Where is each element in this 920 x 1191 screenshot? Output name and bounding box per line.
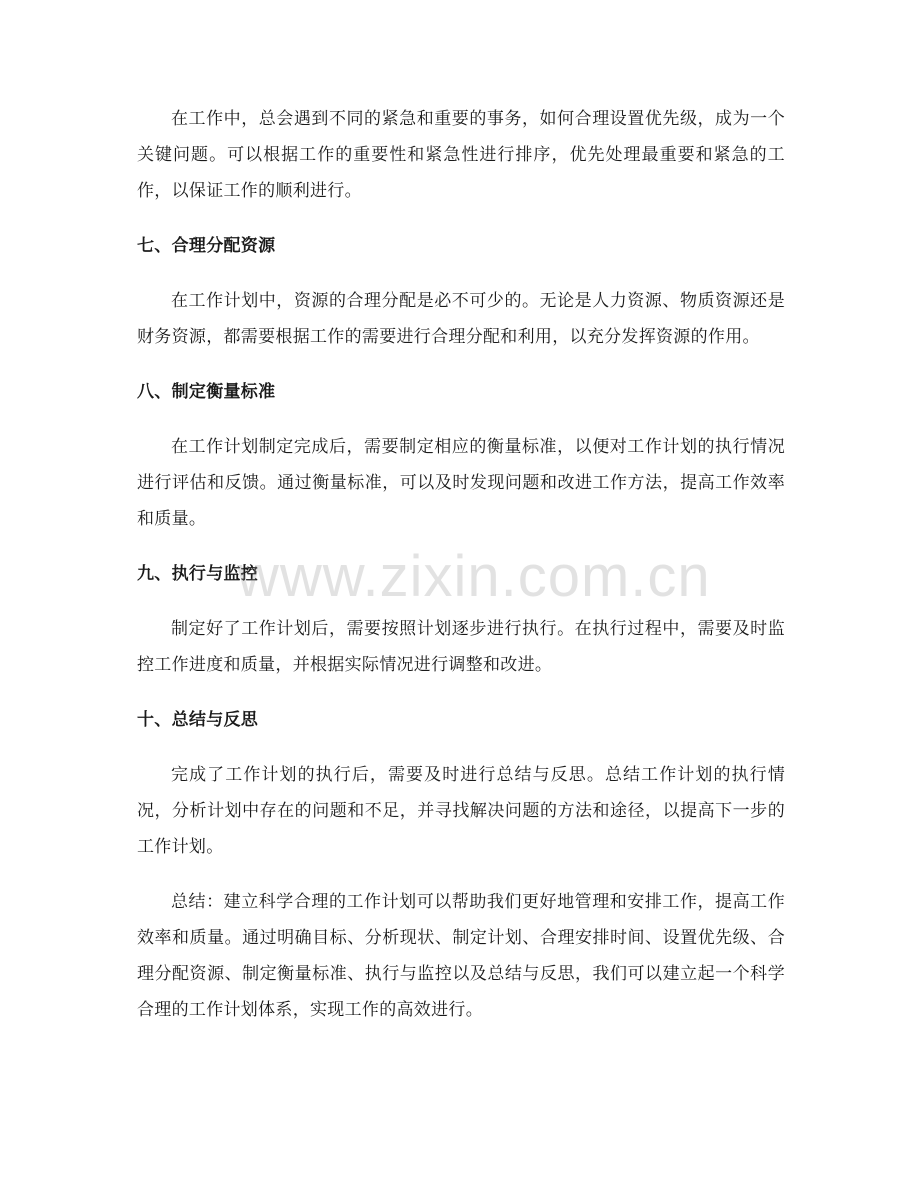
section-heading-monitoring: 九、执行与监控 xyxy=(137,564,259,584)
spacer xyxy=(137,264,785,283)
spacer xyxy=(137,209,785,228)
section-heading-standards: 八、制定衡量标准 xyxy=(137,382,276,402)
spacer xyxy=(137,355,785,374)
section-body-reflection: 完成了工作计划的执行后，需要及时进行总结与反思。总结工作计划的执行情况，分析计划中存在的问题和不足，并寻找解决问题的方法和途径，以提高下一步的工作计划。 xyxy=(137,765,785,857)
summary-paragraph: 总结：建立科学合理的工作计划可以帮助我们更好地管理和安排工作，提高工作效率和质量。通过明确目标、分析现状、制定计划、合理安排时间、设置优先级、合理分配资源、制定衡量标准、执行与监控以及总结与反思，我们可以建立起一个科学合理的工作计划体系，实现工作的高效进行。 xyxy=(137,892,785,1020)
intro-paragraph: 在工作中，总会遇到不同的紧急和重要的事务，如何合理设置优先级，成为一个关键问题。可以根据工作的重要性和紧急性进行排序，优先处理最重要和紧急的工作，以保证工作的顺利进行。 xyxy=(137,109,785,201)
spacer xyxy=(137,410,785,429)
spacer xyxy=(137,683,785,702)
section-body-monitoring: 制定好了工作计划后，需要按照计划逐步进行执行。在执行过程中，需要及时监控工作进度和质量，并根据实际情况进行调整和改进。 xyxy=(137,619,785,675)
section-body-resources: 在工作计划中，资源的合理分配是必不可少的。无论是人力资源、物质资源还是财务资源，都需要根据工作的需要进行合理分配和利用，以充分发挥资源的作用。 xyxy=(137,291,785,347)
watermark-text: www.zixin.com.cn xyxy=(237,544,711,609)
section-body-standards: 在工作计划制定完成后，需要制定相应的衡量标准，以便对工作计划的执行情况进行评估和反馈。通过衡量标准，可以及时发现问题和改进工作方法，提高工作效率和质量。 xyxy=(137,437,785,529)
spacer xyxy=(137,865,785,884)
section-heading-resources: 七、合理分配资源 xyxy=(137,236,276,256)
section-heading-reflection: 十、总结与反思 xyxy=(137,710,259,730)
spacer xyxy=(137,738,785,757)
